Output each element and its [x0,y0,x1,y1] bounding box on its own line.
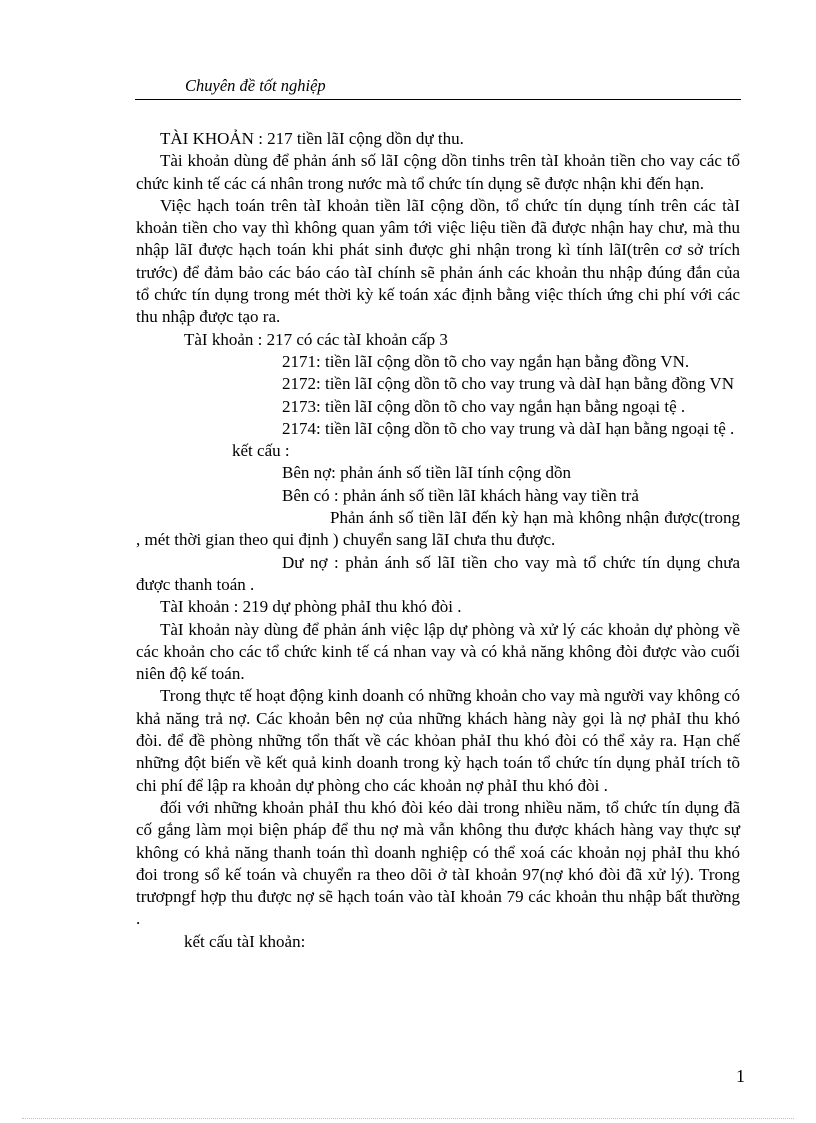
account-structure-heading: kết cấu tàI khoản: [184,931,306,951]
account-217-subaccounts-intro: TàI khoản : 217 có các tàI khoản cấp 3 [184,329,448,349]
credit-side: Bên có : phản ánh số tiền lãI khách hàng vay tiền trả [282,485,639,505]
subaccount-2171: 2171: tiền lãI cộng dồn tõ cho vay ngắn hạn bằng đồng VN. [282,351,690,371]
subaccount-2172: 2172: tiền lãI cộng dồn tõ cho vay trung và dàI hạn bằng đồng VN [282,374,734,394]
document-body [136,128,740,953]
running-header: Chuyên đề tốt nghiệp [185,76,326,95]
paragraph-write-off: đối với những khoản phảI thu khó đòi kéo dài trong nhiều năm, tổ chức tín dụng đã cố gắng làm mọi biện pháp để thu nợ mà vẫn không thu được khách hàng vay thực sự không có khả năng thanh toán thì doanh nghiệp có thể xoá các khoản nọj phảI thu khó đoi trong sổ kế toán và chuyển ra theo dõi ở tàI khoản 97(nợ khó đòi đã xử lý). Trong trươpngf hợp thu được nợ sẽ hạch toán vào tàI khoản 79 các khoản thu nhập bất thường . [136,797,740,929]
paragraph-account-purpose: Tài khoản dùng để phản ánh số lãI cộng dồn tinhs trên tàI khoản tiền cho vay các tổ chức kinh tế các cá nhân trong nước mà tổ chức tín dụng sẽ được nhận khi đến hạn. [136,151,740,193]
debit-side: Bên nợ: phản ánh số tiền lãI tính cộng dồn [282,463,571,483]
credit-side-detail: Phản ánh số tiền lãI đến kỳ hạn mà không nhận được(trong , mét thời gian theo qui định ) chuyển sang lãI chưa thu được. [136,508,740,550]
account-219-heading: TàI khoản : 219 dự phòng phảI thu khó đòi . [160,597,462,617]
subaccount-2174: 2174: tiền lãI cộng dồn tõ cho vay trung và dàI hạn bằng ngoại tệ . [282,418,735,438]
paragraph-219-purpose: TàI khoản này dùng để phản ánh việc lập dự phòng và xử lý các khoản dự phòng về các khoản cho các tổ chức kinh tế cá nhan vay và có khả năng không đòi được vào cuối niên độ kế toán. [136,619,740,684]
debit-balance: Dư nợ : phản ánh số lãI tiền cho vay mà tổ chức tín dụng chưa được thanh toán . [136,552,740,594]
paragraph-bad-debt: Trong thực tế hoạt động kinh doanh có những khoản cho vay mà người vay không có khả năng trả nợ. Các khoản bên nợ của những khách hàng này gọi là nợ phảI thu khó đòi. để đề phòng những tổn thất về các khỏan phảI thu khó đòi có thể xảy ra. Hạn chế những đột biến về kết quả kinh doanh trong kỳ hạch toán tổ chức tín dụng phảI trích tõ chi phí để lập ra khoản dự phòng cho các khoản nợ phảI thu khó đòi . [136,686,740,795]
subaccount-2173: 2173: tiền lãI cộng dồn tõ cho vay ngắn hạn bằng ngoại tệ . [282,396,686,416]
page-bottom-border [22,1118,794,1119]
structure-heading: kết cấu : [232,441,290,461]
page-number: 1 [736,1066,745,1086]
paragraph-accrual-accounting: Việc hạch toán trên tàI khoản tiền lãI cộng dồn, tổ chức tín dụng tính trên các tàI khoản tiền cho vay thì không quan yâm tới việc liệu tiền đã được nhận hay chư, mà thu nhập lãI được hạch toán khi phát sinh được ghi nhận trong kì tính lãI(trên cơ sở trích trước) để đảm bảo các báo cáo tàI chính sẽ phản ánh các khoản thu nhập đúng đắn của tổ chức tín dụng trong mét thời kỳ kế toán xác định bằng việc thích ứng chi phí với các thu nhập được tạo ra. [136,195,740,327]
account-217-heading: TÀI KHOẢN : 217 tiền lãI cộng dồn dự thu. [160,129,464,148]
header-rule [135,99,741,100]
